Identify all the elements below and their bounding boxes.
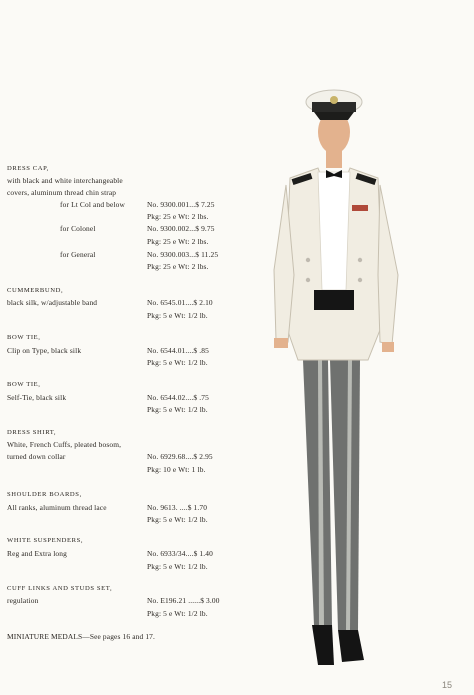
uniform-illustration — [268, 60, 438, 680]
left-trouser-leg — [303, 360, 332, 625]
item-desc: Clip on Type, black silk — [7, 346, 82, 355]
item-number: No. 9300.001...$ 7.25 — [147, 200, 215, 209]
variant-label: for Colonel — [60, 224, 96, 233]
variant-label: for Lt Col and below — [60, 200, 125, 209]
item-title-dress-shirt: DRESS SHIRT, — [7, 429, 57, 436]
ribbons — [352, 205, 368, 211]
item-desc: covers, aluminum thread chin strap — [7, 188, 117, 197]
item-number: No. 6545.01....$ 2.10 — [147, 298, 213, 307]
page-number: 15 — [442, 680, 453, 690]
cummerbund — [314, 290, 354, 310]
item-desc: All ranks, aluminum thread lace — [7, 503, 107, 512]
item-desc: Self-Tie, black silk — [7, 393, 67, 402]
variant-label: for General — [60, 250, 96, 259]
item-number: No. 9300.003...$ 11.25 — [147, 250, 219, 259]
item-package: Pkg: 5 e Wt: 1/2 lb. — [147, 562, 208, 571]
item-title-bow-tie: BOW TIE, — [7, 334, 41, 341]
item-package: Pkg: 5 e Wt: 1/2 lb. — [147, 609, 208, 618]
item-package: Pkg: 5 e Wt: 1/2 lb. — [147, 515, 208, 524]
item-title-bow-tie: BOW TIE, — [7, 381, 41, 388]
item-package: Pkg: 25 e Wt: 2 lbs. — [147, 262, 209, 271]
dress-shirt — [318, 172, 350, 290]
item-package: Pkg: 25 e Wt: 2 lbs. — [147, 237, 209, 246]
right-trouser-leg — [330, 360, 360, 630]
item-number: No. 6933/34....$ 1.40 — [147, 549, 213, 558]
item-number: No. E196.21 ......$ 3.00 — [147, 596, 220, 605]
item-title-shoulder-boards: SHOULDER BOARDS, — [7, 491, 82, 498]
item-package: Pkg: 5 e Wt: 1/2 lb. — [147, 358, 208, 367]
item-title-white-suspenders: WHITE SUSPENDERS, — [7, 537, 84, 544]
left-shoe — [312, 625, 334, 665]
item-desc: White, French Cuffs, pleated bosom, — [7, 440, 122, 449]
item-desc: with black and white interchangeable — [7, 176, 123, 185]
item-number: No. 9613. ....$ 1.70 — [147, 503, 208, 512]
item-title-cummerbund: CUMMERBUND, — [7, 287, 64, 294]
item-package: Pkg: 5 e Wt: 1/2 lb. — [147, 311, 208, 320]
footer-note: MINIATURE MEDALS—See pages 16 and 17. — [7, 632, 156, 641]
item-number: No. 6544.02....$ .75 — [147, 393, 209, 402]
right-shoe — [338, 630, 364, 662]
item-number: No. 9300.002...$ 9.75 — [147, 224, 215, 233]
item-package: Pkg: 5 e Wt: 1/2 lb. — [147, 405, 208, 414]
item-desc: Reg and Extra long — [7, 549, 67, 558]
item-number: No. 6544.01....$ .85 — [147, 346, 209, 355]
item-desc: regulation — [7, 596, 39, 605]
item-package: Pkg: 25 e Wt: 2 lbs. — [147, 212, 209, 221]
item-title-dress-cap: DRESS CAP, — [7, 165, 49, 172]
cap-insignia — [330, 96, 338, 104]
item-desc: black silk, w/adjustable band — [7, 298, 98, 307]
item-package: Pkg: 10 e Wt: 1 lb. — [147, 465, 206, 474]
item-number: No. 6929.68....$ 2.95 — [147, 452, 213, 461]
item-desc: turned down collar — [7, 452, 66, 461]
item-title-cuff-links: CUFF LINKS AND STUDS SET, — [7, 585, 113, 592]
